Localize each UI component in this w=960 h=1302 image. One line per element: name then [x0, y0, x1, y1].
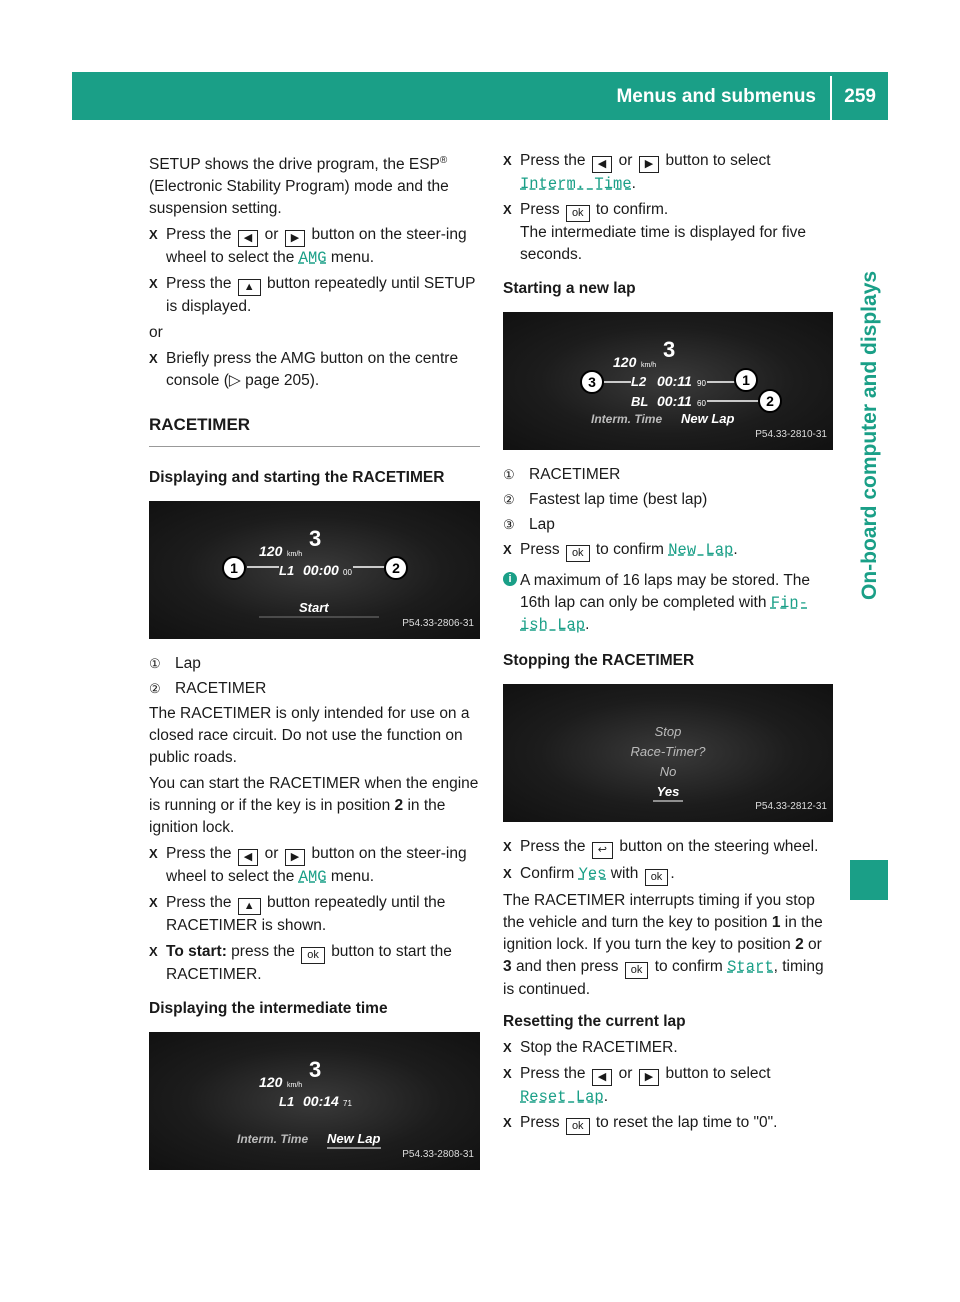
lap-time-small: 71: [343, 1099, 352, 1109]
step-marker-icon: X: [149, 227, 158, 243]
lap-label: L2: [631, 374, 647, 389]
subheading: Starting a new lap: [503, 280, 636, 297]
lap-time: 00:14: [303, 1093, 339, 1110]
ok-key-icon: ok: [645, 869, 669, 886]
legend-item: ② Fastest lap time (best lap): [503, 491, 708, 508]
callout-2-label: 2: [766, 393, 774, 409]
step-marker-icon: X: [503, 1066, 512, 1081]
gear-text: 3: [309, 526, 322, 552]
step-marker-icon: X: [149, 351, 158, 367]
subheading: Displaying and starting the RACETIMER: [149, 469, 445, 487]
figure-code: P54.33-2808-31: [402, 1149, 474, 1161]
right-key-icon: ▶: [639, 156, 659, 173]
lap-time-small: 00: [343, 568, 352, 578]
left-key-icon: ◀: [238, 230, 258, 247]
legend-item: ③ Lap: [503, 516, 555, 533]
callout-3-label: 3: [588, 374, 596, 390]
step-marker-icon: X: [503, 1115, 512, 1130]
left-column: [149, 150, 480, 1184]
or-text: or: [149, 324, 163, 342]
lap-label: L1: [279, 1094, 295, 1110]
step: X Press the ▲ button repeatedly until the RACETIMER is shown.: [149, 894, 446, 935]
step: X Press ok to confirm. The intermediate time is displayed for five seconds.: [503, 201, 807, 263]
step-marker-icon: X: [149, 895, 158, 911]
best-lap-time: 00:11: [657, 393, 692, 409]
figure-new-lap-screen: [503, 312, 833, 450]
race-timer-question: Race-Timer?: [630, 744, 706, 759]
unit-text: km/h: [287, 551, 303, 559]
side-tab-block: [850, 860, 888, 900]
unit-text: km/h: [287, 1082, 303, 1090]
yes-option: Yes: [656, 784, 680, 799]
step: X Press the ◀ or ▶ button on the steer-ing wheel to select the AMG menu.: [149, 226, 467, 268]
lap-time-small: 90: [697, 379, 706, 388]
info-note: i A maximum of 16 laps may be stored. The 16th lap can only be completed with Fin-ish Lap.: [503, 570, 833, 636]
figure-code: P54.33-2812-31: [755, 801, 827, 812]
step: X Confirm Yes with ok .: [503, 863, 833, 886]
subheading: Resetting the current lap: [503, 1013, 686, 1030]
right-column: [503, 150, 833, 1139]
step-marker-icon: X: [149, 276, 158, 292]
step-marker-icon: X: [503, 153, 512, 168]
step: X Stop the RACETIMER.: [503, 1037, 833, 1059]
new-lap-label: New Lap: [681, 411, 735, 426]
page-number: 259: [844, 86, 876, 107]
side-tab-label: On-board computer and displays: [858, 270, 881, 600]
info-icon: i: [503, 572, 517, 586]
step-marker-icon: X: [503, 542, 512, 557]
best-lap-label: BL: [631, 394, 649, 409]
ok-key-icon: ok: [566, 545, 590, 562]
step: X Press the ▲ button repeatedly until SETUP is displayed.: [149, 275, 476, 316]
step: X Press the ◀ or ▶ button on the steer-ing wheel to select the AMG menu.: [149, 845, 467, 887]
figure-intermediate-screen: [149, 1032, 480, 1170]
callout-1-label: 1: [230, 560, 238, 577]
left-key-icon: ◀: [238, 849, 258, 866]
right-key-icon: ▶: [639, 1069, 659, 1086]
start-label: Start: [299, 600, 329, 616]
step: X Press the ◀ or ▶ button to select Reset Lap.: [503, 1065, 771, 1106]
step-marker-icon: X: [503, 202, 512, 217]
step-marker-icon: X: [503, 839, 512, 854]
intro-paragraph: SETUP shows the drive program, the ESP® (Electronic Stability Program) mode and the suspension setting.: [149, 155, 449, 218]
interm-time-label: Interm. Time: [237, 1132, 309, 1147]
no-option: No: [659, 764, 677, 779]
left-key-icon: ◀: [592, 156, 612, 173]
lap-time: 00:00: [303, 562, 339, 579]
step-marker-icon: X: [503, 1040, 512, 1055]
figure-code: P54.33-2806-31: [402, 618, 474, 630]
step: X Press the ◀ or ▶ button to select Interm. Time.: [503, 152, 771, 193]
paragraph: The RACETIMER is only intended for use on a closed race circuit. Do not use the function on public roads.: [149, 705, 470, 767]
step: X Briefly press the AMG button on the centre console (▷ page 205).: [149, 350, 459, 390]
right-key-icon: ▶: [285, 230, 305, 247]
speed-text: 120: [613, 354, 637, 370]
step: X Press ok to reset the lap time to "0".: [503, 1112, 833, 1135]
ok-key-icon: ok: [566, 1118, 590, 1135]
step: X Press the ↩ button on the steering wheel.: [503, 836, 833, 859]
paragraph: You can start the RACETIMER when the engine is running or if the key is in position 2 in the ignition lock.: [149, 775, 479, 837]
legend-item: ① Lap: [149, 655, 201, 673]
unit-text: km/h: [641, 362, 657, 369]
lap-label: L1: [279, 563, 295, 579]
speed-text: 120: [259, 543, 283, 560]
subheading: Displaying the intermediate time: [149, 1000, 388, 1018]
stop-label: Stop: [654, 724, 682, 739]
header-title: Menus and submenus: [616, 86, 816, 107]
step-marker-icon: X: [149, 846, 158, 862]
step: X To start: press the ok button to start the RACETIMER.: [149, 943, 452, 984]
up-key-icon: ▲: [238, 279, 261, 296]
new-lap-label: New Lap: [327, 1131, 381, 1147]
figure-start-screen: [149, 501, 480, 639]
ok-key-icon: ok: [625, 962, 649, 979]
gear-text: 3: [663, 337, 676, 362]
callout-1-label: 1: [742, 372, 750, 388]
step-marker-icon: X: [503, 866, 512, 881]
header-divider: [830, 76, 832, 120]
left-key-icon: ◀: [592, 1069, 612, 1086]
subheading: Stopping the RACETIMER: [503, 652, 695, 669]
section-title: RACETIMER: [149, 414, 480, 447]
callout-2-label: 2: [392, 560, 400, 577]
ok-key-icon: ok: [566, 205, 590, 222]
back-key-icon: ↩: [592, 842, 613, 859]
figure-code: P54.33-2810-31: [755, 429, 827, 440]
right-key-icon: ▶: [285, 849, 305, 866]
speed-text: 120: [259, 1074, 283, 1091]
legend-item: ② RACETIMER: [149, 680, 267, 698]
ok-key-icon: ok: [301, 947, 325, 964]
gear-text: 3: [309, 1057, 322, 1083]
best-lap-time-small: 60: [697, 399, 706, 408]
up-key-icon: ▲: [238, 898, 261, 915]
paragraph: The RACETIMER interrupts timing if you stop the vehicle and turn the key to position 1 in the ignition lock. If you turn the key to position 2 or 3 and then press ok to confirm Start, timing is continued.: [503, 892, 824, 998]
legend-item: ① RACETIMER: [503, 466, 621, 483]
step-marker-icon: X: [149, 944, 158, 960]
header-bar: [72, 72, 888, 120]
lap-time: 00:11: [657, 373, 692, 389]
figure-stop-screen: [503, 684, 833, 822]
interm-time-label: Interm. Time: [591, 412, 663, 426]
step: X Press ok to confirm New Lap.: [503, 539, 833, 562]
